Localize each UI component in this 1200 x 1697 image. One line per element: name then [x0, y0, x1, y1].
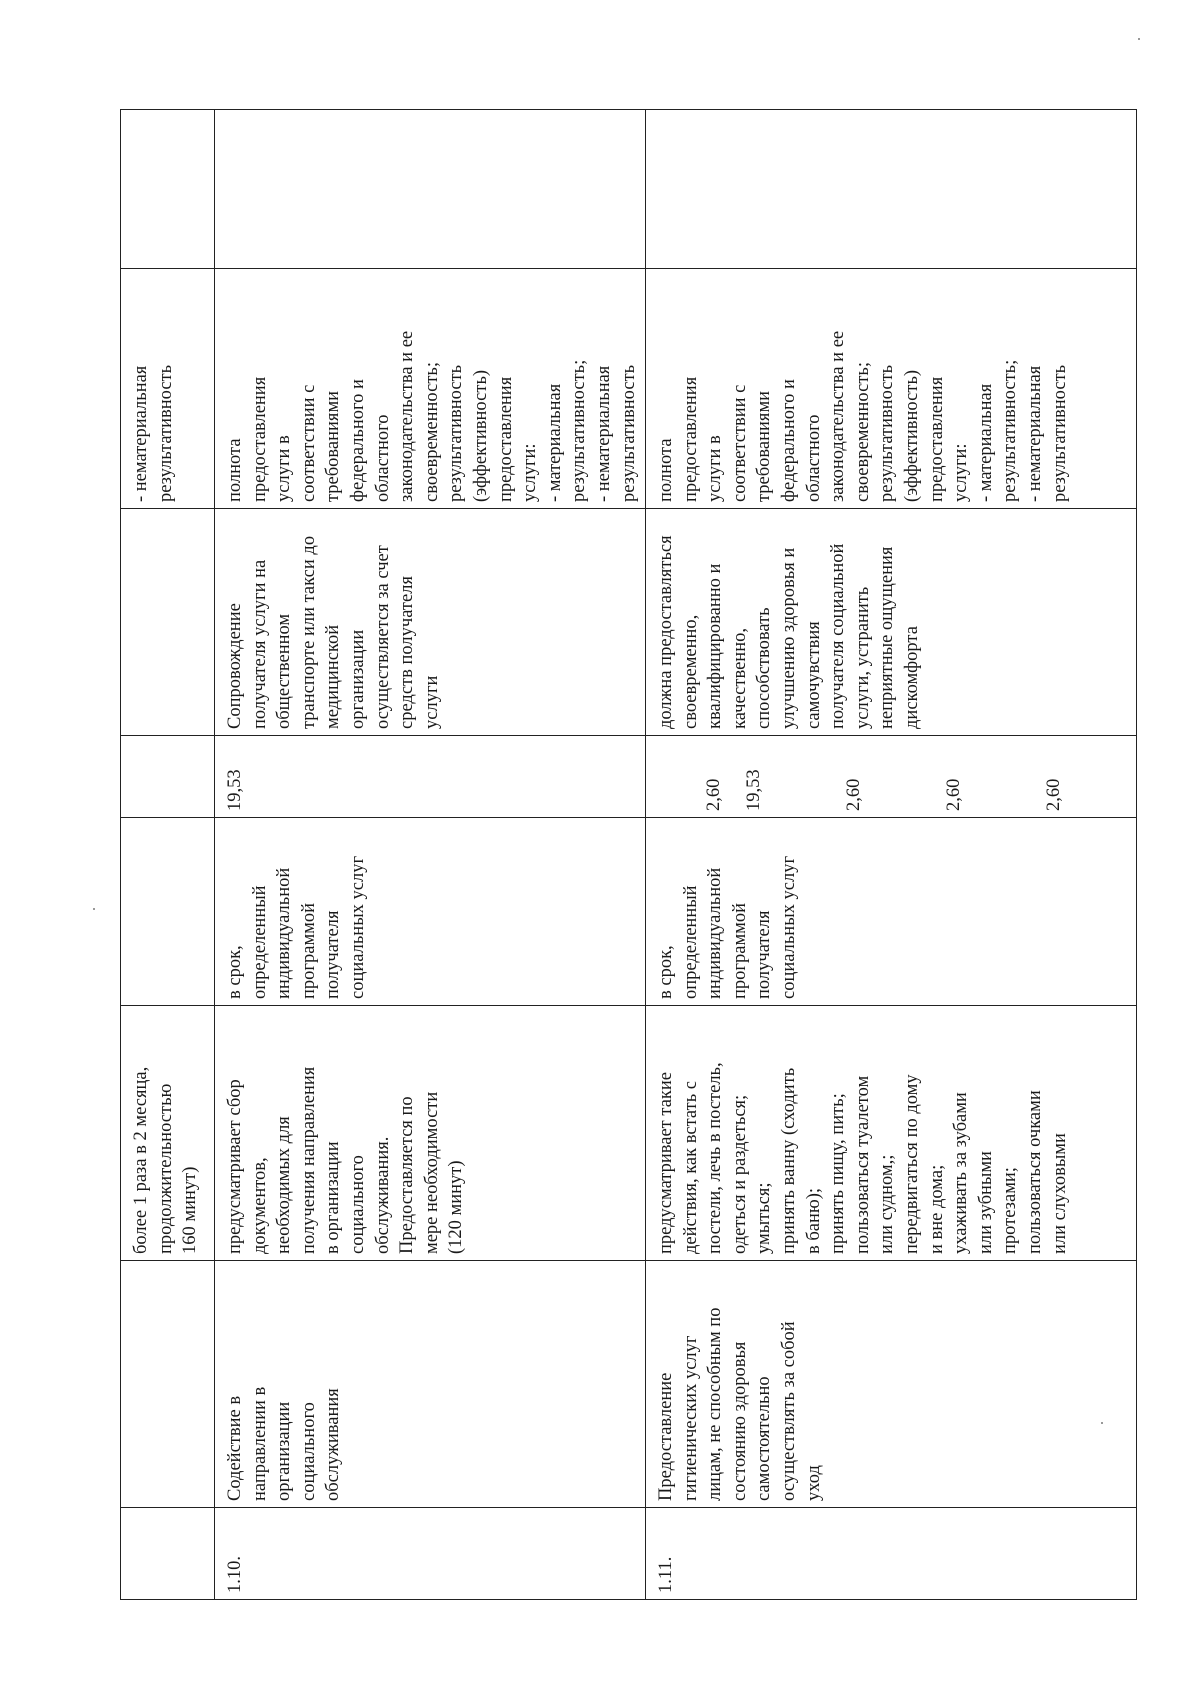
tariff-value: 19,53 [744, 769, 765, 811]
notes-cell [215, 110, 646, 269]
table-row [646, 110, 1137, 1600]
service-term-cell: в срок, определенный индивидуальной программой получателя социальных услуг [215, 818, 646, 1006]
scan-speck [1138, 38, 1140, 40]
service-term-cell: в срок, определенный индивидуальной программой получателя социальных услуг [646, 818, 1137, 1006]
rotated-table-page [120, 110, 1125, 1600]
service-conditions-cell: предусматривает сбор документов, необходимых для получения направления в организации социального обслуживания. Предоставляется по мере необходимости (120 минут) [215, 1006, 646, 1261]
number-cell [121, 1508, 215, 1600]
table-row [215, 110, 646, 1600]
service-name-cell: Предоставление гигиенических услуг лицам, не способным по состоянию здоровья самостоятельно осуществлять за собой уход [646, 1261, 1137, 1508]
services-table [120, 109, 1137, 1600]
service-indicators-cell: полнота предоставления услуги в соответствии с требованиями федерального и областного законодательства и ее своевременность; результативность (эффективность) предоставления услуги: - материальная результативность; - нематериальная результативность [646, 269, 1137, 509]
scan-speck [1101, 1422, 1103, 1424]
service-conditions-cell: предусматривает такие действия, как встать с постели, лечь в постель, одеться и раздеться; умыться; принять ванну (сходить в баню); принять пищу, пить; пользоваться туалетом или судном,; передвигаться по дому и вне дома; ухаживать за зубами или зубными протезами; пользоваться очками или слуховыми [646, 1006, 1137, 1261]
tariff-cell [215, 736, 646, 818]
name-cell [121, 1261, 215, 1508]
scan-speck [93, 908, 95, 910]
row-number: 1.11. [646, 1508, 1137, 1600]
tariff-value: 2,60 [844, 778, 865, 811]
service-standard-cell: должна предоставляться своевременно, квалифицированно и качественно, способствовать улучшению здоровья и самочувствия получателя социальной услуги, устранить неприятные ощущения дискомфорта [646, 509, 1137, 736]
tariff-value: 2,60 [944, 778, 965, 811]
notes-cell [646, 110, 1137, 269]
tariff-cell [121, 736, 215, 818]
tariff-value: 2,60 [1044, 778, 1065, 811]
tariff-value: 19,53 [225, 769, 245, 811]
service-standard-cell: Сопровождение получателя услуги на общественном транспорте или такси до медицинской организации осуществляется за счет средств получателя услуги [215, 509, 646, 736]
continuation-row [121, 110, 215, 1600]
tariff-value: 2,60 [704, 778, 725, 811]
service-indicators-cell: полнота предоставления услуги в соответствии с требованиями федерального и областного законодательства и ее своевременность; результативность (эффективность) предоставления услуги: - материальная результативность; - нематериальная результативность [215, 269, 646, 509]
standard-cell [121, 509, 215, 736]
indicators-cell: - нематериальная результативность [121, 269, 215, 509]
notes-cell [121, 110, 215, 269]
service-name-cell: Содействие в направлении в организации социального обслуживания [215, 1261, 646, 1508]
tariff-cell [646, 736, 1137, 818]
term-cell [121, 818, 215, 1006]
row-number: 1.10. [215, 1508, 646, 1600]
conditions-cell: более 1 раза в 2 месяца, продолжительностью 160 минут) [121, 1006, 215, 1261]
